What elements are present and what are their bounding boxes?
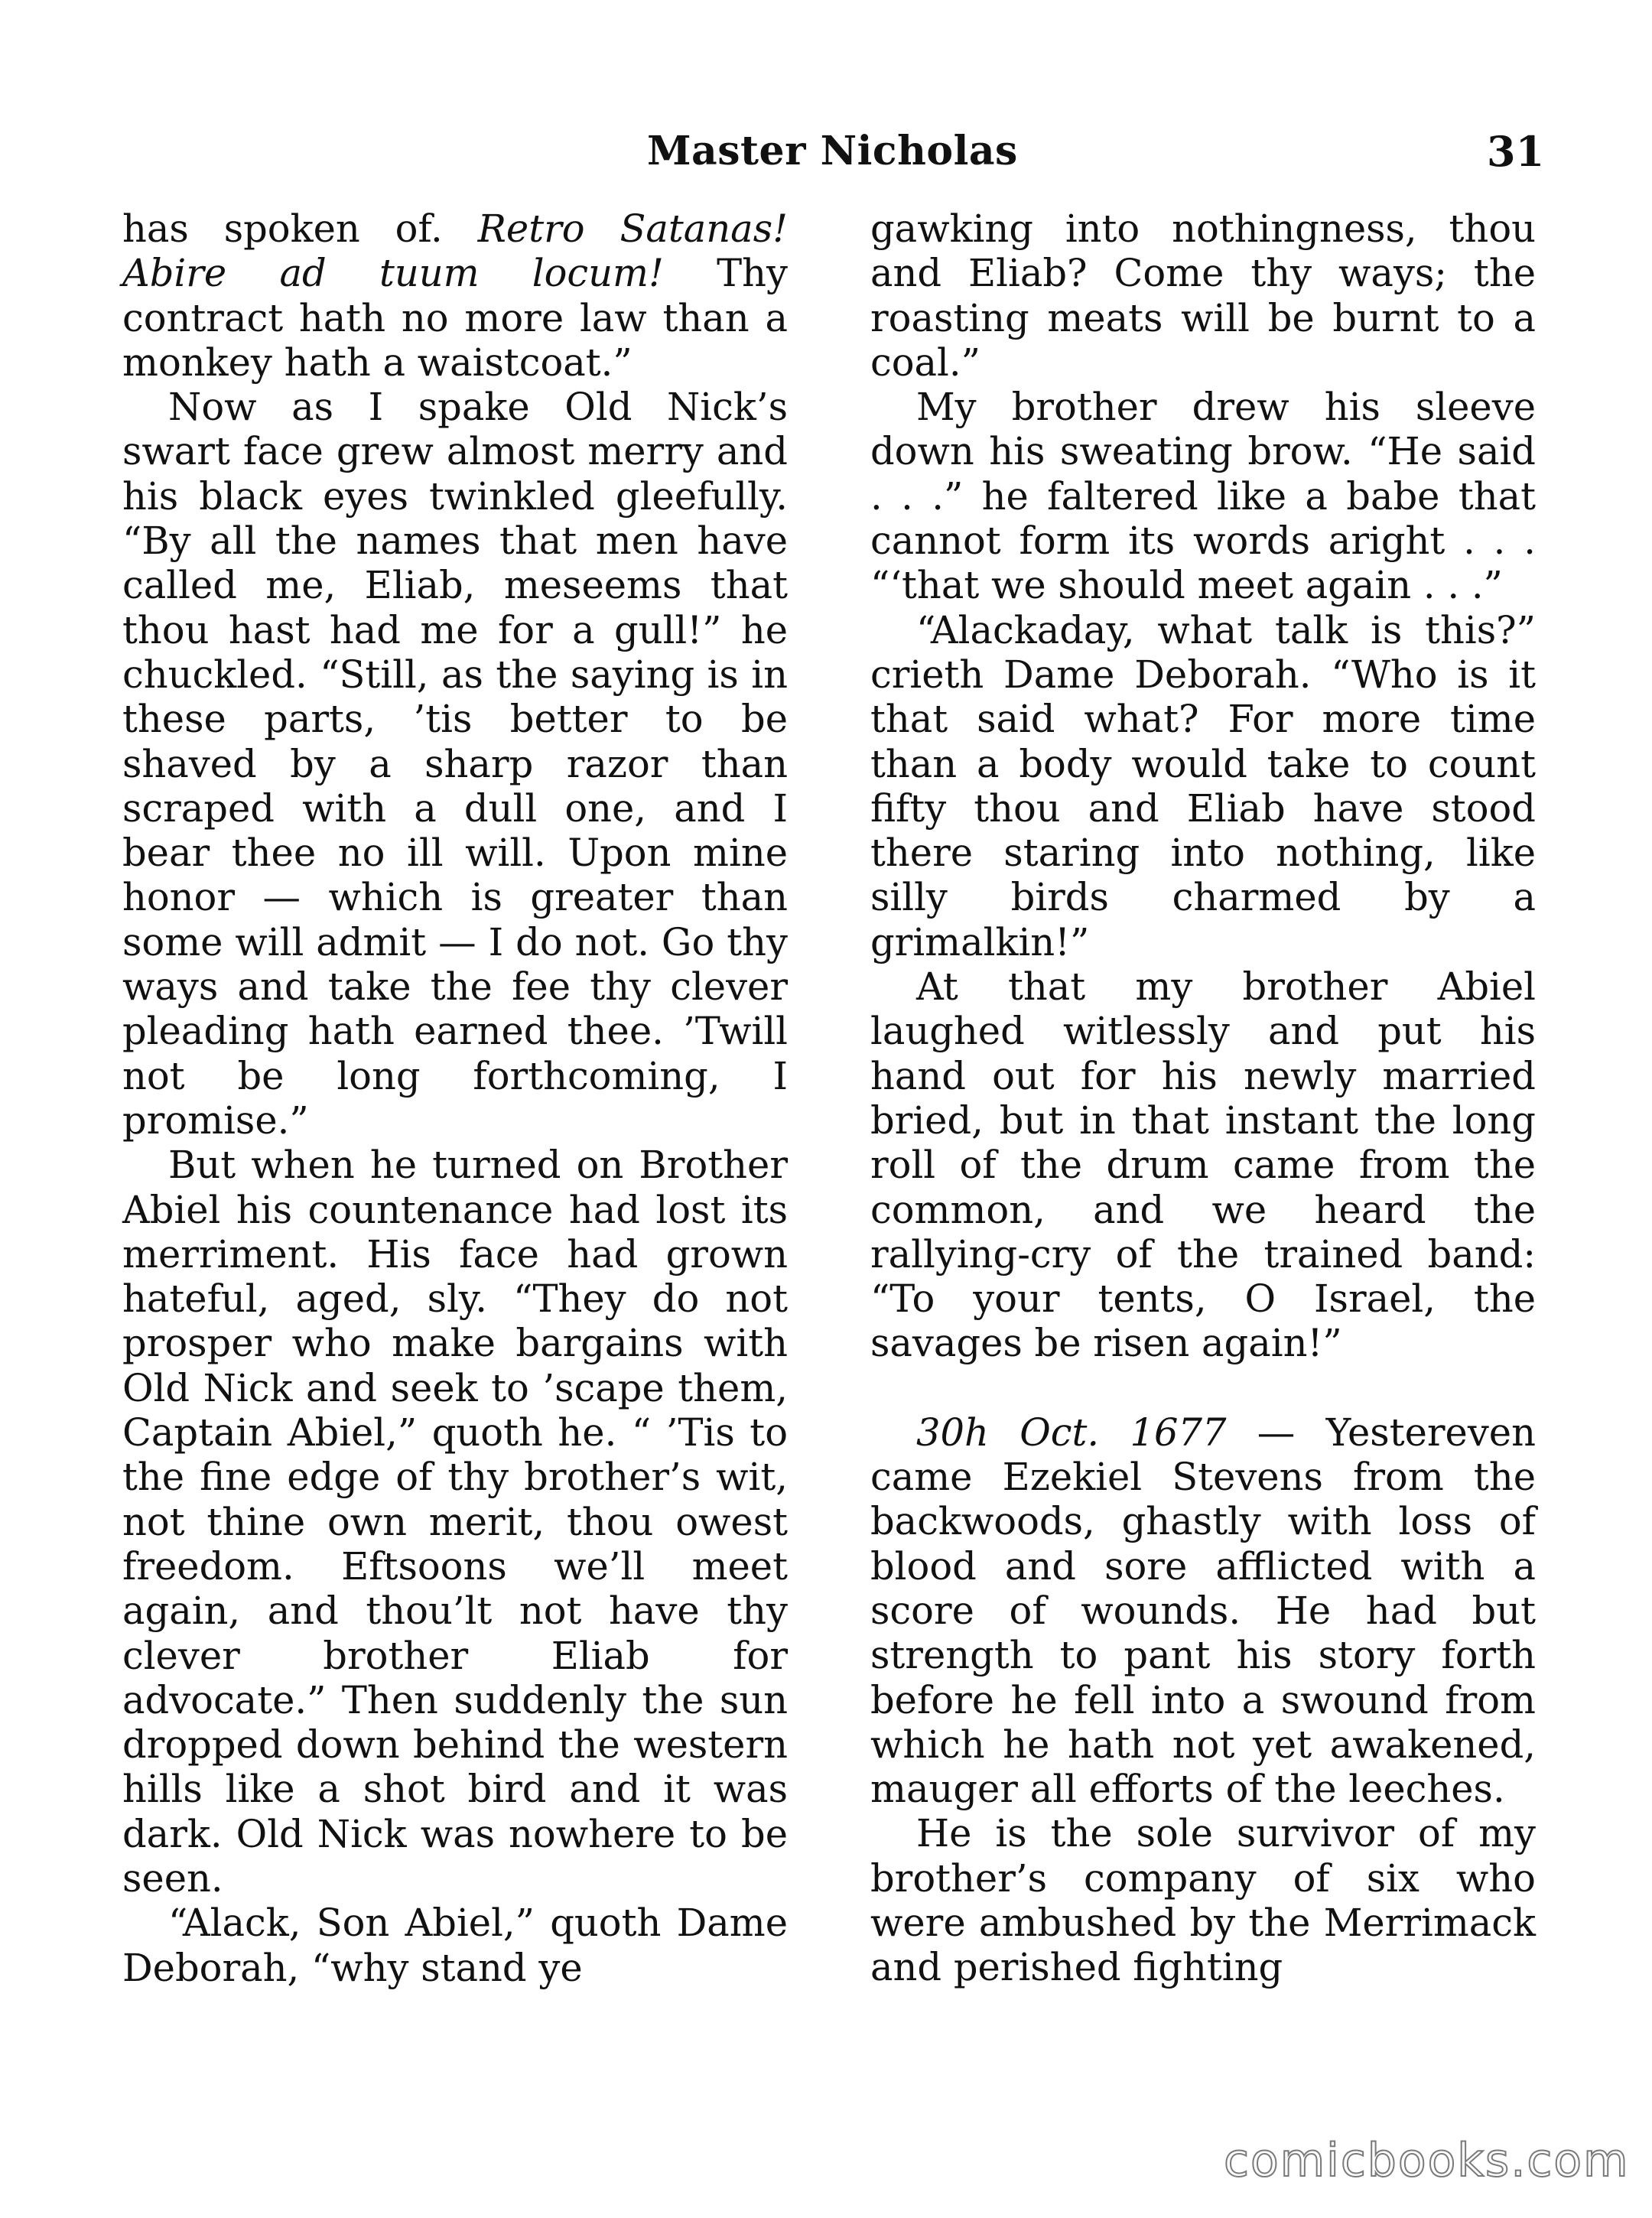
page-number: 31 <box>1487 127 1545 176</box>
watermark: comicbooks.com <box>1224 2134 1630 2187</box>
left-paragraph-3: But when he turned on Brother Abiel his countenance had lost its merriment. His face had grown hateful, aged, sly. “They do not prosper who make bargains with Old Nick and seek to ’scape them, Captain Abiel,” quoth he. “ ’Tis to the fine edge of thy brother’s wit, not thine own merit, thou owest freedom. Eftsoons we’ll meet again, and thou’lt not have thy clever brother Eliab for advocate.” Then suddenly the sun dropped down behind the western hills like a shot bird and it was dark. Old Nick was nowhere to be seen. <box>122 1143 788 1901</box>
left-paragraph-4: “Alack, Son Abiel,” quoth Dame Deborah, “why stand ye <box>122 1901 788 1990</box>
left-p1-text-b: Thy contract hath no more law than a monkey hath a waistcoat.” <box>122 251 788 385</box>
right-paragraph-1: gawking into nothingness, thou and Eliab? Come thy ways; the roasting meats will be burnt to a coal.” <box>870 207 1536 385</box>
left-paragraph-1 <box>122 207 788 385</box>
left-paragraph-2: Now as I spake Old Nick’s swart face grew almost merry and his black eyes twinkled gleefully. “By all the names that men have called me, Eliab, meseems that thou hast had me for a gull!” he chuckled. “Still, as the saying is in these parts, ’tis better to be shaved by a sharp razor than scraped with a dull one, and I bear thee no ill will. Upon mine honor — which is greater than some will admit — I do not. Go thy ways and take the fee thy clever pleading hath earned thee. ’Twill not be long forthcoming, I promise.” <box>122 385 788 1143</box>
right-paragraph-4: At that my brother Abiel laughed witlessly and put his hand out for his newly married bried, but in that instant the long roll of the drum came from the common, and we heard the rallying-cry of the trained band: “To your tents, O Israel, the savages be risen again!” <box>870 964 1536 1366</box>
journal-entry-paragraph <box>870 1410 1536 1812</box>
latin-phrase: Retro Satanas! Abire ad tuum locum! <box>122 207 788 296</box>
running-head-title: Master Nicholas <box>647 128 1018 174</box>
entry-date: 30h Oct. 1677 <box>916 1410 1227 1455</box>
left-column <box>122 207 788 1990</box>
right-paragraph-3: “Alackaday, what talk is this?” crieth Dame Deborah. “Who is it that said what? For more time than a body would take to count fifty thou and Eliab have stood there staring into nothing, like silly birds charmed by a grimalkin!” <box>870 607 1536 964</box>
right-paragraph-6: He is the sole survivor of my brother’s company of six who were ambushed by the Merrimack and perished fighting <box>870 1811 1536 1990</box>
entry-text: — Yestereven came Ezekiel Stevens from the backwoods, ghastly with loss of blood and sore afflicted with a score of wounds. He had but strength to pant his story forth before he fell into a swound from which he hath not yet awakened, mauger all efforts of the leeches. <box>870 1410 1536 1812</box>
right-paragraph-2: My brother drew his sleeve down his sweating brow. “He said . . .” he faltered like a babe that cannot form its words aright . . . “‘that we should meet again . . .” <box>870 385 1536 608</box>
right-column <box>870 207 1536 1990</box>
left-p1-text-a: has spoken of. <box>122 207 478 251</box>
running-head <box>0 121 1652 182</box>
